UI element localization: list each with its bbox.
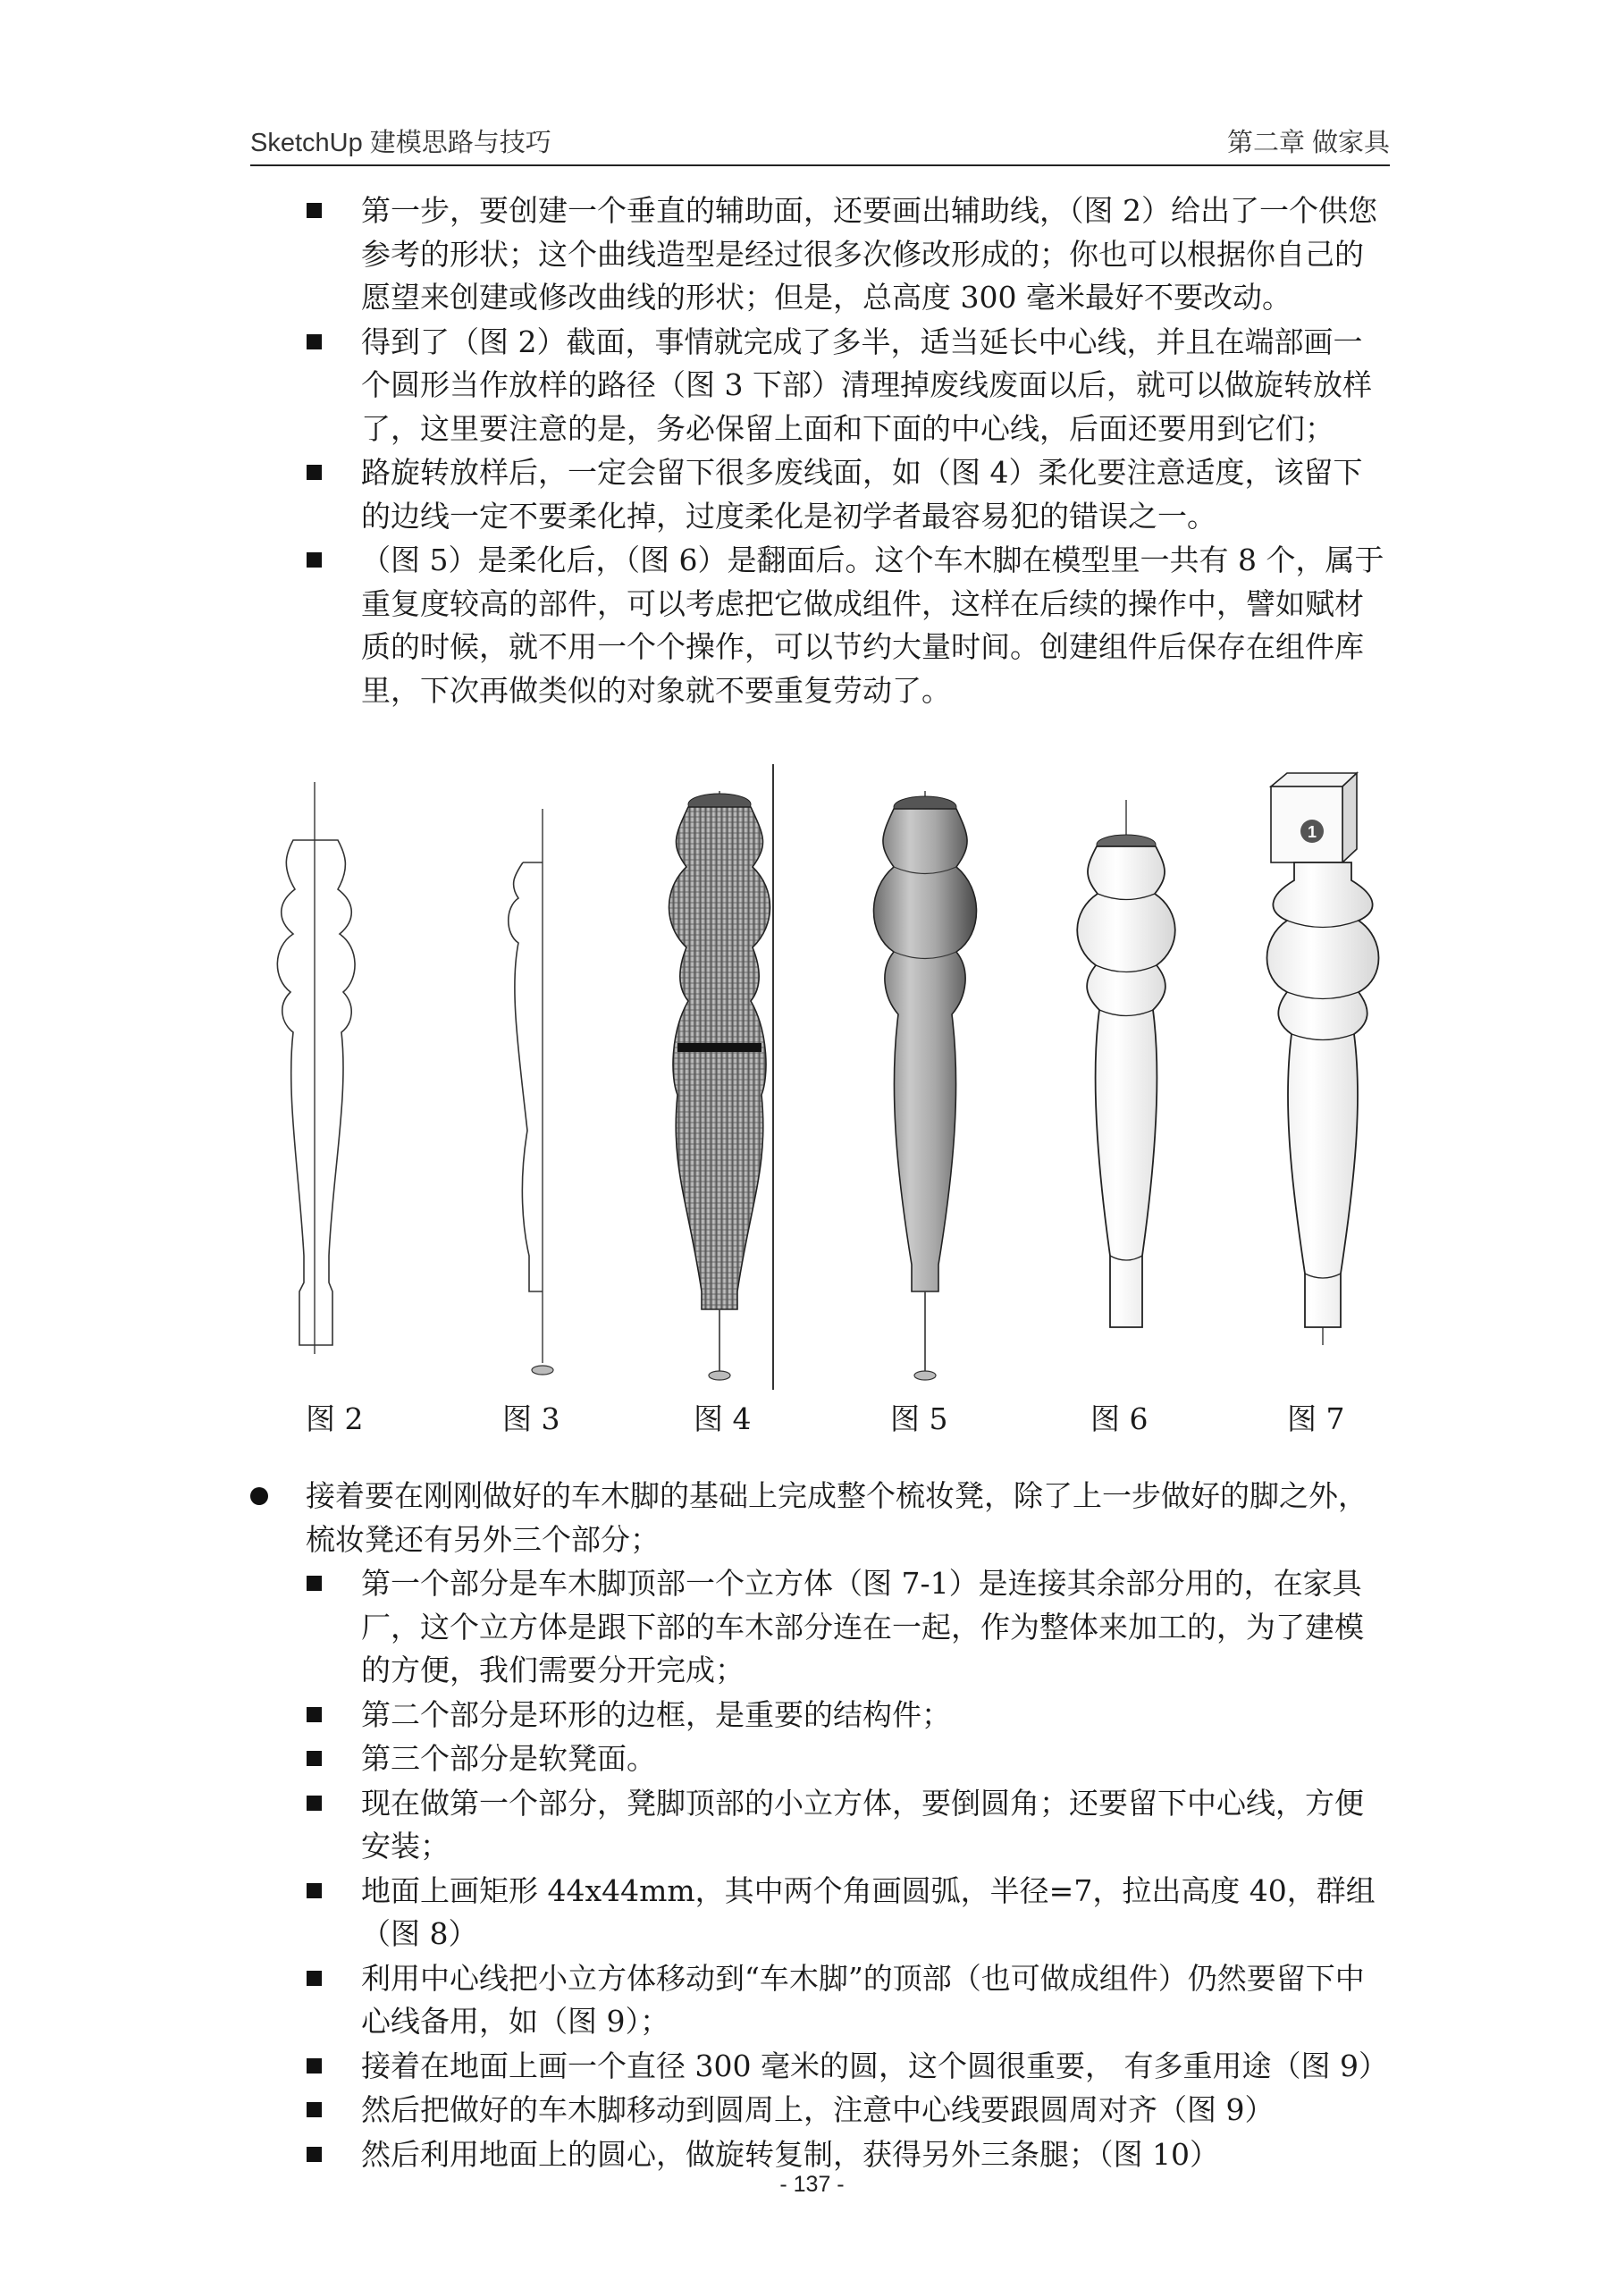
square-bullet-icon	[307, 2058, 322, 2074]
list-item: 利用中心线把小立方体移动到“车木脚”的顶部（也可做成组件）仍然要留下中心线备用，如（图 9）；	[250, 1957, 1390, 2044]
square-bullet-icon	[307, 1971, 322, 1986]
list-item: 路旋转放样后，一定会留下很多废线面，如（图 4）柔化要注意适度，该留下的边线一定不要柔化掉，过度柔化是初学者最容易犯的错误之一。	[250, 451, 1390, 538]
figure-caption: 图 2	[306, 1401, 364, 1436]
round-bullet-icon	[250, 1487, 268, 1505]
square-bullet-icon	[307, 465, 322, 480]
square-bullet-icon	[307, 1576, 322, 1591]
turned-leg-figures	[250, 755, 1390, 1452]
list-item: 现在做第一个部分，凳脚顶部的小立方体，要倒圆角；还要留下中心线，方便安装；	[250, 1782, 1390, 1869]
figure-strip	[250, 755, 1390, 1452]
figure-3-half-profile	[509, 809, 553, 1375]
figure-caption: 图 5	[890, 1401, 948, 1436]
list-item: 得到了（图 2）截面，事情就完成了多半，适当延长中心线，并且在端部画一个圆形当作放样的路径（图 3 下部）清理掉废线废面以后，就可以做旋转放样了，这里要注意的是，务必保留上面和下面的中心线，后面还要用到它们；	[250, 321, 1390, 451]
figure-4-hatched-leg	[669, 764, 774, 1390]
page-number: - 137 -	[779, 2172, 845, 2197]
list-item: 接着要在刚刚做好的车木脚的基础上完成整个梳妆凳，除了上一步做好的脚之外，梳妆凳还有另外三个部分；	[250, 1475, 1390, 1561]
list-item: 接着在地面上画一个直径 300 毫米的圆，这个圆很重要， 有多重用途（图 9）	[250, 2045, 1390, 2089]
list-item: 第一个部分是车木脚顶部一个立方体（图 7-1）是连接其余部分用的，在家具厂，这个立方体是跟下部的车木部分连在一起，作为整体来加工的，为了建模的方便，我们需要分开完成；	[250, 1562, 1390, 1693]
figure-caption: 图 4	[694, 1401, 752, 1436]
chapter-title: 第二章 做家具	[1226, 129, 1390, 157]
page-header	[250, 125, 1390, 166]
list-item: 然后把做好的车木脚移动到圆周上，注意中心线要跟圆周对齐（图 9）	[250, 2089, 1390, 2132]
square-bullet-icon	[307, 334, 322, 349]
callout-badge-label: 1	[1307, 823, 1317, 841]
sub-list	[250, 1562, 1390, 2176]
square-bullet-icon	[307, 1883, 322, 1898]
figure-caption: 图 7	[1287, 1401, 1345, 1436]
square-bullet-icon	[307, 2147, 322, 2162]
square-bullet-icon	[307, 552, 322, 568]
square-bullet-icon	[307, 2102, 322, 2117]
list-item: 地面上画矩形 44x44mm，其中两个角画圆弧，半径=7，拉出高度 40，群组（图 8）	[250, 1870, 1390, 1956]
list-item: （图 5）是柔化后，（图 6）是翻面后。这个车木脚在模型里一共有 8 个，属于重复度较高的部件，可以考虑把它做成组件，这样在后续的操作中，譬如赋材质的时候，就不用一个个操作，可以节约大量时间。创建组件后保存在组件库里，下次再做类似的对象就不要重复劳动了。	[250, 539, 1390, 712]
list-item: 第一步，要创建一个垂直的辅助面，还要画出辅助线，（图 2）给出了一个供您参考的形状；这个曲线造型是经过很多次修改形成的；你也可以根据你自己的愿望来创建或修改曲线的形状；但是，总高度 300 毫米最好不要改动。	[250, 189, 1390, 320]
figure-caption: 图 3	[502, 1401, 560, 1436]
square-bullet-icon	[307, 203, 322, 218]
figure-2-profile	[277, 782, 355, 1354]
top-list	[250, 189, 1390, 713]
lower-list	[250, 1475, 1390, 2177]
square-bullet-icon	[307, 1751, 322, 1766]
list-item: 然后利用地面上的圆心，做旋转复制，获得另外三条腿；（图 10）	[250, 2133, 1390, 2177]
book-title: SketchUp 建模思路与技巧	[250, 129, 551, 157]
list-item: 第二个部分是环形的边框，是重要的结构件；	[250, 1694, 1390, 1737]
figure-7-leg-with-cube	[1267, 773, 1379, 1345]
list-item: 第三个部分是软凳面。	[250, 1737, 1390, 1781]
figure-caption: 图 6	[1090, 1401, 1149, 1436]
figure-5-smoothed-leg	[874, 791, 977, 1380]
figure-6-white-leg	[1077, 800, 1175, 1327]
square-bullet-icon	[307, 1796, 322, 1811]
square-bullet-icon	[307, 1707, 322, 1722]
